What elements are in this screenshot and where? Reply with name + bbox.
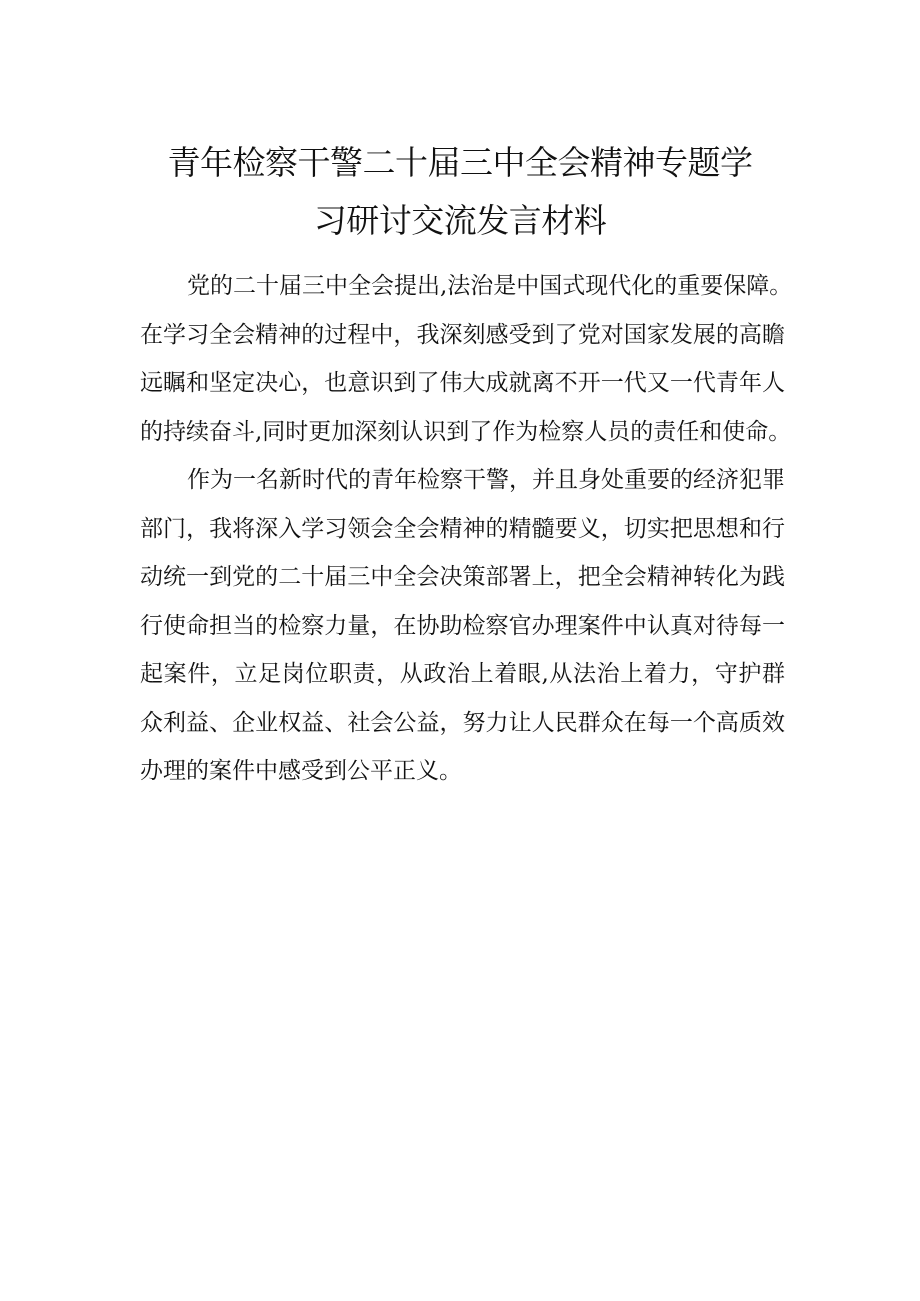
paragraph-line: 动统一到党的二十届三中全会决策部署上，把全会精神转化为践 (140, 564, 785, 590)
paragraph-line: 起案件，立足岗位职责，从政治上着眼,从法治上着力，守护群 (140, 661, 785, 687)
paragraph-line: 远瞩和坚定决心，也意识到了伟大成就离不开一代又一代青年人 (140, 370, 785, 396)
paragraph-line: 部门，我将深入学习领会全会精神的精髓要义，切实把思想和行 (140, 515, 785, 542)
paragraph-line: 办理的案件中感受到公平正义。 (140, 758, 462, 784)
paragraph-line: 党的二十届三中全会提出,法治是中国式现代化的重要保障。 (187, 273, 793, 299)
paragraph-2 (140, 456, 785, 796)
paragraph-line: 在学习全会精神的过程中，我深刻感受到了党对国家发展的高瞻 (140, 321, 785, 348)
paragraph-1 (140, 262, 793, 456)
paragraph-line: 的持续奋斗,同时更加深刻认识到了作为检察人员的责任和使命。 (140, 418, 792, 445)
title-line: 习研讨交流发言材料 (313, 201, 607, 240)
title-line: 青年检察干警二十届三中全会精神专题学 (167, 143, 753, 182)
document-title (140, 134, 780, 250)
document-body (140, 262, 793, 796)
paragraph-line: 众利益、企业权益、社会公益，努力让人民群众在每一个高质效 (140, 709, 785, 736)
paragraph-line: 作为一名新时代的青年检察干警，并且身处重要的经济犯罪 (187, 467, 785, 493)
paragraph-line: 行使命担当的检察力量，在协助检察官办理案件中认真对待每一 (140, 612, 785, 639)
